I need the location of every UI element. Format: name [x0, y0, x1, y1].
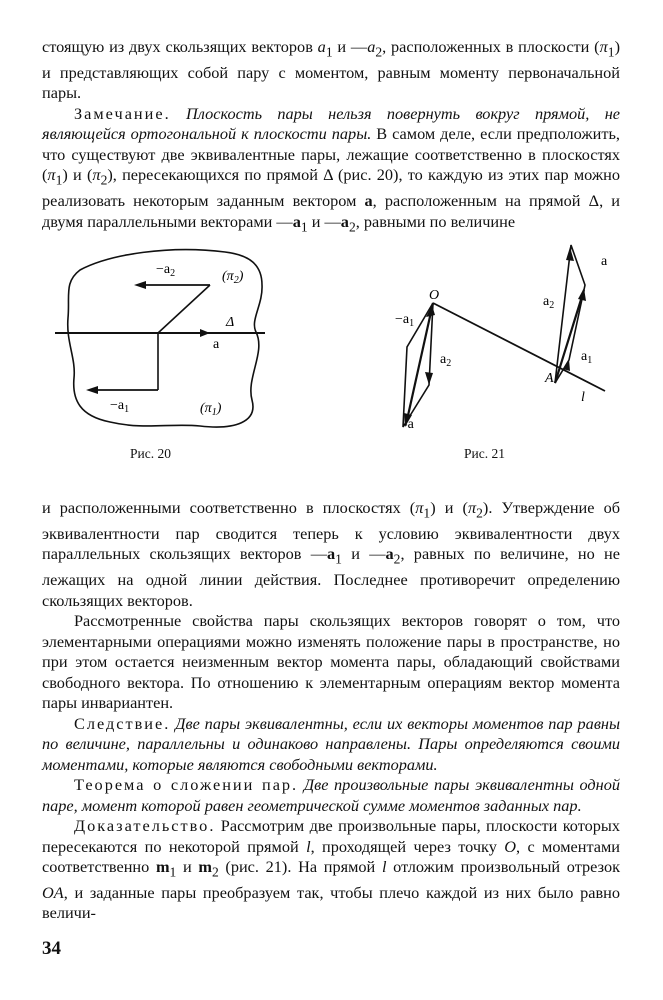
arm-upper — [158, 285, 210, 333]
bottom-text-block — [42, 498, 620, 924]
label-delta: Δ — [226, 315, 235, 330]
figure-20 — [50, 240, 280, 440]
caption-fig-20: Рис. 20 — [130, 446, 171, 461]
figure-21 — [385, 235, 615, 440]
label-pi1: $(\pi_1)$ — [200, 401, 222, 418]
arrowhead-minus-a2 — [134, 281, 146, 289]
label-A: A — [545, 371, 554, 386]
paragraph-continuation: стоящую из двух скользящих векторов $a_1$ и $—a_2$, расположенных в плоскости $(\pi_1)$ и представляющих собой пару с моментом, равным моменту первоначальной пары. — [42, 37, 620, 103]
arrowhead-a1-right — [563, 359, 570, 371]
label-a: a — [213, 337, 220, 352]
paragraph-proof: Доказательство. Рассмотрим две произвольные пары, плоскости которых пересекаются по некоторой прямой l, проходящей через точку O, с моментами соответственно $m_1$ и $m_2$ (рис. 21). На прямой l отложим произвольный отрезок OA, и заданные пары преобразуем так, чтобы плечо каждой из них было равно величи- — [42, 816, 620, 923]
paragraph-theorem: Теорема о сложении пар. Две произвольные пары эквивалентны одной паре, момент которой равен геометрической сумме моментов заданных пар. — [42, 775, 620, 815]
arrowhead-a — [200, 329, 210, 337]
paragraph-properties: Рассмотренные свойства пары скользящих векторов говорят о том, что элементарными операциями можно изменять положение пары в пространстве, но при этом остается неизменным вектор момента пары, обладающий свойствами свободного вектора. По отношению к элементарным операциям вектор момента пары инвариантен. — [42, 611, 620, 712]
label-minus-a: -a — [403, 417, 414, 432]
paragraph-remark: Замечание. Плоскость пары нельзя повернуть вокруг прямой, не являющейся ортогональной к плоскости пары. В самом деле, если предположить, что существуют две эквивалентные пары, лежащие соответственно в плоскостях $(\pi_1)$ и $(\pi_2)$, пересекающихся по прямой Δ (рис. 20), то каждую из этих пар можно реализовать некоторым заданным вектором a, расположенным на прямой Δ, и двумя параллельными векторами $—a_1$ и $—a_2$, равными по величине — [42, 103, 620, 234]
label-minus-a2: $-a_2$ — [156, 262, 176, 279]
label-minus-a1: $-a_1$ — [110, 398, 130, 415]
label-minus-a1: $-a_1$ — [395, 312, 415, 329]
label-a2-right: $a_2$ — [543, 294, 555, 311]
label-a1-right: $a_1$ — [581, 349, 593, 366]
arrowhead-minus-a1 — [86, 386, 98, 394]
arrowhead-a2-left — [425, 372, 433, 385]
page-number: 34 — [42, 938, 61, 959]
arrowhead-a-top — [578, 288, 586, 301]
label-a-top: a — [601, 254, 608, 269]
paragraph-corollary: Следствие. Две пары эквивалентны, если их векторы моментов пар равны по величине, параллельны и одинаково направлены. Пары определяются своими моментами, которые являются свободными векторами. — [42, 713, 620, 774]
label-O: O — [429, 288, 440, 303]
label-l: l — [581, 390, 585, 405]
line-l — [433, 303, 605, 391]
caption-fig-21: Рис. 21 — [464, 446, 505, 461]
label-pi2: $(\pi_2)$ — [222, 269, 244, 286]
top-text-block — [42, 37, 620, 237]
label-a2-left: $a_2$ — [440, 352, 452, 369]
paragraph-equivalence: и расположенными соответственно в плоскостях $(\pi_1)$ и $(\pi_2)$. Утверждение об эквивалентности пар сводится теперь к условию эквивалентности двух параллельных скользящих векторов $—a_1$ и $—a_2$, равных по величине, но не лежащих на одной линии действия. Последнее противоречит определению скользящих векторов. — [42, 498, 621, 610]
